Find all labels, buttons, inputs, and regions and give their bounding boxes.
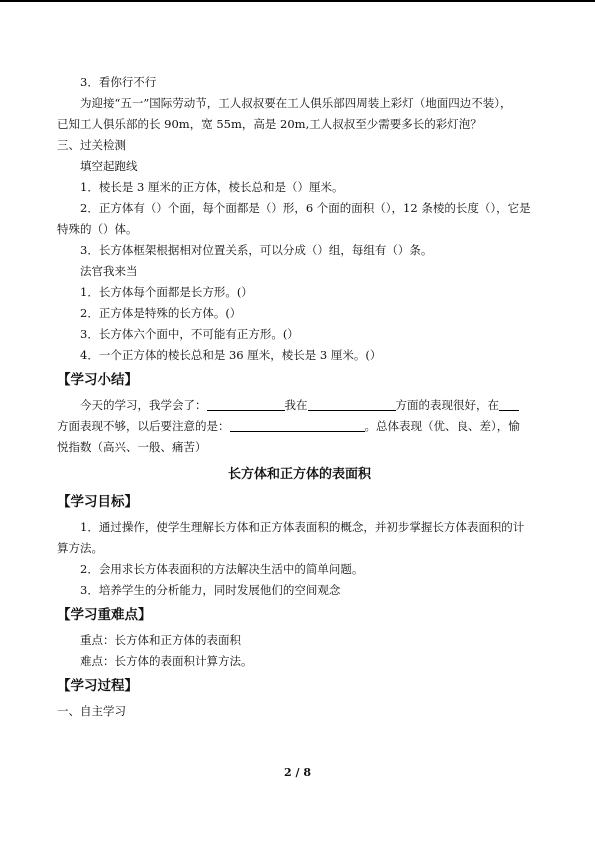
goal-heading: 【学习目标】 bbox=[57, 494, 138, 510]
document-page bbox=[57, 72, 542, 722]
goal-item-1-cont: 算方法。 bbox=[57, 541, 103, 555]
judge-item-3: 3．长方体六个面中，不可能有正方形。(） bbox=[80, 327, 299, 341]
process-step-1: 一、自主学习 bbox=[57, 704, 126, 718]
blank-attention[interactable] bbox=[230, 419, 365, 432]
difficult-point: 难点：长方体的表面积计算方法。 bbox=[80, 654, 253, 668]
section-3-title: 3．看你行不行 bbox=[80, 75, 157, 89]
fill-blank-item-2-cont: 特殊的（）体。 bbox=[57, 222, 138, 236]
lesson-title: 长方体和正方体的表面积 bbox=[227, 467, 371, 482]
key-point: 重点：长方体和正方体的表面积 bbox=[80, 633, 241, 647]
summary-line-1: 今天的学习，我学会了： 我在 方面的表现很好，在 bbox=[57, 395, 542, 416]
blank-good-aspect[interactable] bbox=[308, 398, 396, 411]
fill-blank-item-1: 1．棱长是 3 厘米的正方体，棱长总和是（）厘米。 bbox=[80, 180, 344, 194]
blank-learned[interactable] bbox=[207, 398, 285, 411]
goal-item-2: 2．会用求长方体表面积的方法解决生活中的简单问题。 bbox=[80, 562, 364, 576]
fill-blank-title: 填空起跑线 bbox=[80, 159, 138, 173]
judge-item-4: 4．一个正方体的棱长总和是 36 厘米，棱长是 3 厘米。(） bbox=[80, 348, 382, 362]
judge-item-1: 1．长方体每个面都是长方形。(） bbox=[80, 285, 253, 299]
blank-weak-aspect[interactable] bbox=[499, 398, 519, 411]
section-3-body-line-1: 为迎接“五一”国际劳动节，工人叔叔要在工人俱乐部四周装上彩灯（地面四边不装）， bbox=[80, 96, 512, 110]
checkpoint-title: 三、过关检测 bbox=[57, 138, 126, 152]
fill-blank-item-3: 3．长方体框架根据相对位置关系，可以分成（）组，每组有（）条。 bbox=[80, 243, 433, 257]
header-rule bbox=[0, 0, 595, 2]
process-heading: 【学习过程】 bbox=[57, 678, 138, 694]
summary-line-3: 悦指数（高兴、一般、痛苦） bbox=[57, 440, 207, 454]
judge-title: 法官我来当 bbox=[80, 264, 138, 278]
key-points-heading: 【学习重难点】 bbox=[57, 607, 152, 623]
goal-item-1: 1．通过操作，使学生理解长方体和正方体表面积的概念，并初步掌握长方体表面积的计 bbox=[80, 520, 525, 534]
fill-blank-item-2: 2．正方体有（）个面，每个面都是（）形，6 个面的面积（），12 条棱的长度（），它是 bbox=[80, 201, 531, 215]
judge-item-2: 2．正方体是特殊的长方体。(） bbox=[80, 306, 242, 320]
goal-item-3: 3．培养学生的分析能力，同时发展他们的空间观念 bbox=[80, 583, 341, 597]
summary-line-2: 方面表现不够，以后要注意的是： 。总体表现（优、良、差），愉 bbox=[57, 419, 520, 433]
section-3-body-line-2: 已知工人俱乐部的长 90m，宽 55m，高是 20m,工人叔叔至少需要多长的彩灯泡？ bbox=[57, 117, 482, 131]
summary-heading: 【学习小结】 bbox=[57, 372, 138, 388]
page-number: 2 / 8 bbox=[284, 766, 311, 779]
